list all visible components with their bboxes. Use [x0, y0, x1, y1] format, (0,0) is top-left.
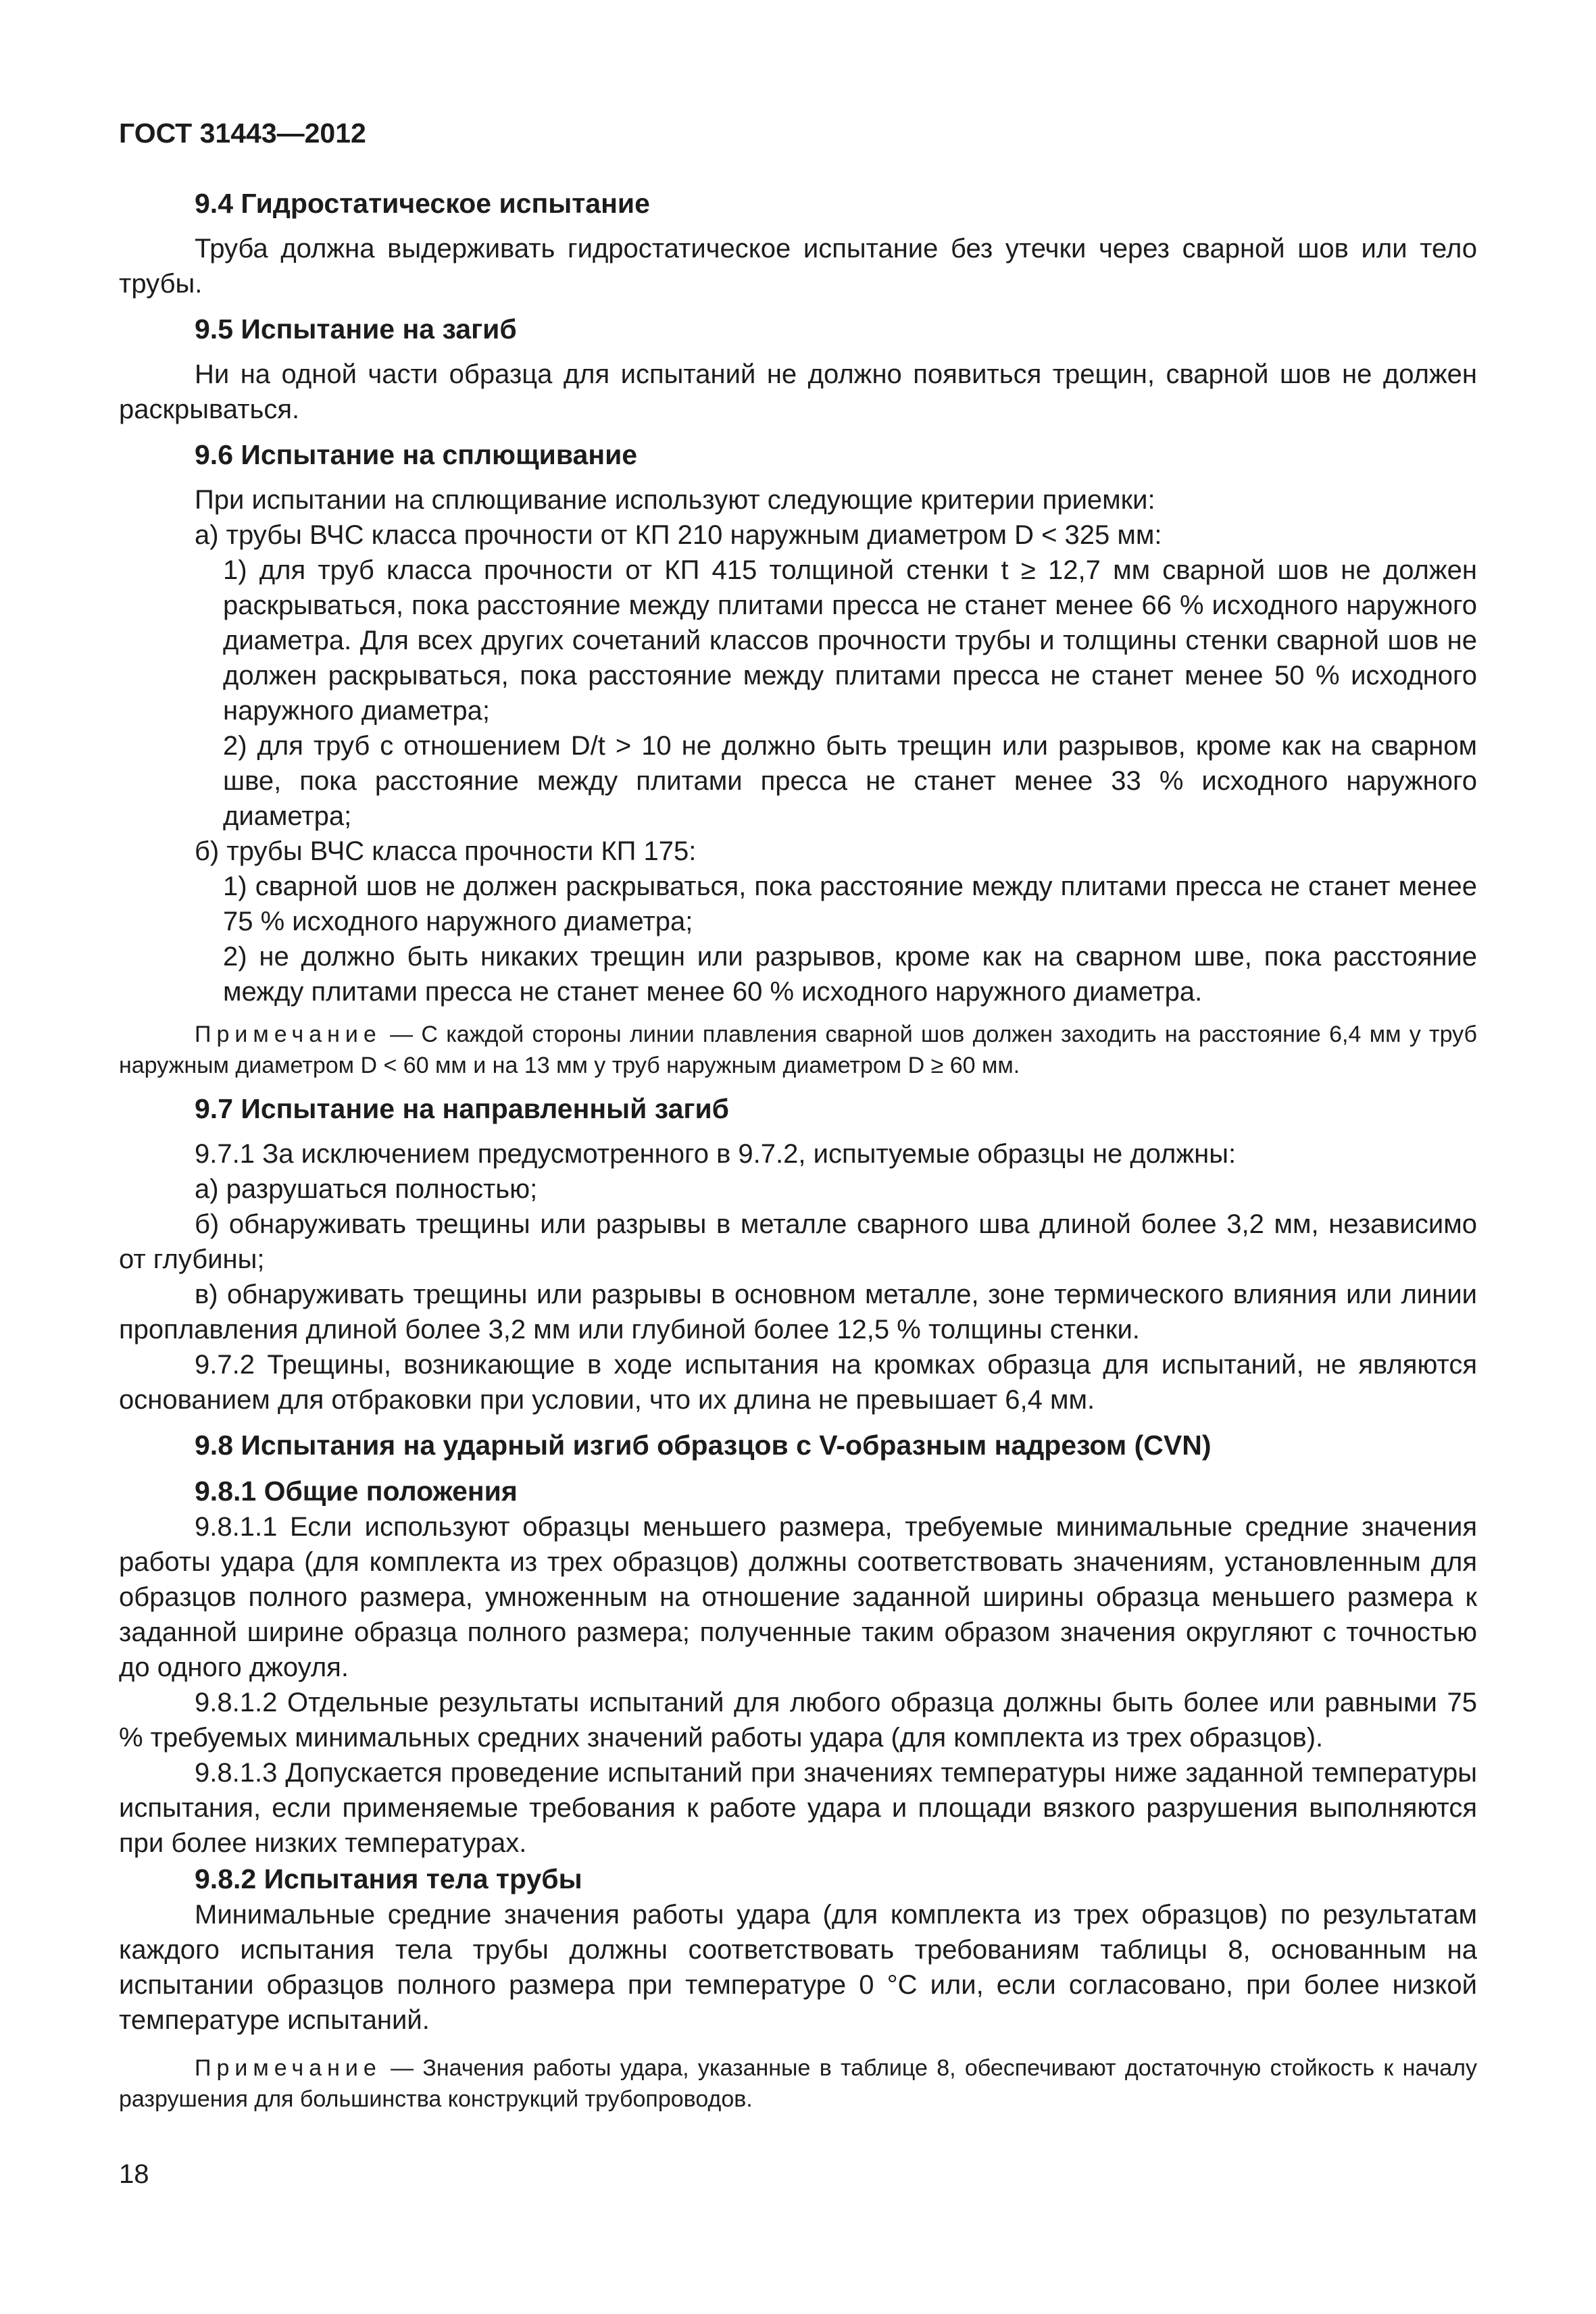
section-9-8-1-3: 9.8.1.3 Допускается проведение испытаний при значениях температуры ниже заданной температуры испытания, если применяемые требования к работе удара и площади вязкого разрушения выполняются при более низких температурах.: [119, 1758, 1477, 1858]
section-9-6-title: 9.6 Испытание на сплющивание: [195, 439, 638, 470]
section-9-8-1-2: 9.8.1.2 Отдельные результаты испытаний для любого образца должны быть более или равными 75 % требуемых минимальных средних значений работы удара (для комплекта из трех образцов).: [119, 1688, 1477, 1753]
section-9-6-item-a2: 2) для труб с отношением D/t > 10 не должно быть трещин или разрывов, кроме как на сварном шве, пока расстояние между плитами пресса не станет менее 33 % исходного наружного диаметра;: [223, 731, 1477, 831]
page-number: 18: [119, 2159, 149, 2189]
section-9-6-item-b1: 1) сварной шов не должен раскрываться, пока расстояние между плитами пресса не станет менее 75 % исходного наружного диаметра;: [223, 872, 1477, 936]
section-9-7-1: 9.7.1 За исключением предусмотренного в 9.7.2, испытуемые образцы не должны:: [195, 1139, 1237, 1169]
document-page: [119, 115, 1477, 2120]
section-9-6-item-a: а) трубы ВЧС класса прочности от КП 210 наружным диаметром D < 325 мм:: [195, 520, 1162, 550]
note-text: — Значения работы удара, указанные в таблице 8, обеспечивают достаточную стойкость к началу разрушения для большинства конструкций трубопроводов.: [119, 2055, 1477, 2112]
section-9-6-note: [119, 1019, 1477, 1081]
section-9-7-item-b: б) обнаруживать трещины или разрывы в металле сварного шва длиной более 3,2 мм, независимо от глубины;: [119, 1209, 1477, 1274]
section-9-4-title: 9.4 Гидростатическое испытание: [195, 188, 650, 219]
section-9-5-text: Ни на одной части образца для испытаний не должно появиться трещин, сварной шов не должен раскрываться.: [119, 359, 1477, 424]
section-9-8-1-1: 9.8.1.1 Если используют образцы меньшего размера, требуемые минимальные средние значения работы удара (для комплекта из трех образцов) должны соответствовать значениям, установленным для образцов полного размера, умноженным на отношение заданной ширины образца меньшего размера к заданной ширине образца полного размера; полученные таким образом значения округляют с точностью до одного джоуля.: [119, 1512, 1477, 1682]
section-9-6-item-b: б) трубы ВЧС класса прочности КП 175:: [195, 836, 697, 866]
section-9-7-item-c: в) обнаруживать трещины или разрывы в основном металле, зоне термического влияния или линии проплавления длиной более 3,2 мм или глубиной более 12,5 % толщины стенки.: [119, 1280, 1477, 1344]
section-9-5-title: 9.5 Испытание на загиб: [195, 313, 517, 345]
section-9-7-title: 9.7 Испытание на направленный загиб: [195, 1093, 729, 1124]
section-9-8-1-title: 9.8.1 Общие положения: [195, 1476, 518, 1507]
note-text: — С каждой стороны линии плавления сварной шов должен заходить на расстояние 6,4 мм у труб наружным диаметром D < 60 мм и на 13 мм у труб наружным диаметром D ≥ 60 мм.: [119, 1022, 1477, 1078]
section-9-7-item-a: а) разрушаться полностью;: [195, 1174, 538, 1204]
note-label: Примечание: [195, 1022, 382, 1047]
section-9-7-2: 9.7.2 Трещины, возникающие в ходе испытания на кромках образца для испытаний, не являются основанием для отбраковки при условии, что их длина не превышает 6,4 мм.: [119, 1350, 1477, 1415]
section-9-6-item-a1: 1) для труб класса прочности от КП 415 толщиной стенки t ≥ 12,7 мм сварной шов не должен раскрываться, пока расстояние между плитами пресса не станет менее 66 % исходного наружного диаметра. Для всех других сочетаний классов прочности трубы и толщины стенки сварной шов не должен раскрываться, пока расстояние между плитами пресса не станет менее 50 % исходного наружного диаметра;: [223, 555, 1477, 726]
note-label: Примечание: [195, 2055, 382, 2081]
section-9-8-2-text: Минимальные средние значения работы удара (для комплекта из трех образцов) по результатам каждого испытания тела трубы должны соответствовать требованиям таблицы 8, основанным на испытании образцов полного размера при температуре 0 °С или, если согласовано, при более низкой температуре испытаний.: [119, 1900, 1477, 2035]
document-header: ГОСТ 31443—2012: [119, 118, 366, 149]
section-9-8-note: [119, 2053, 1477, 2115]
section-9-6-item-b2: 2) не должно быть никаких трещин или разрывов, кроме как на сварном шве, пока расстояние между плитами пресса не станет менее 60 % исходного наружного диаметра.: [223, 942, 1477, 1007]
section-9-6-intro: При испытании на сплющивание используют следующие критерии приемки:: [195, 485, 1155, 515]
section-9-8-title: 9.8 Испытания на ударный изгиб образцов с V-образным надрезом (CVN): [195, 1430, 1212, 1461]
section-9-4-text: Труба должна выдерживать гидростатическое испытание без утечки через сварной шов или тело трубы.: [119, 234, 1477, 299]
section-9-8-2-title: 9.8.2 Испытания тела трубы: [195, 1863, 582, 1894]
